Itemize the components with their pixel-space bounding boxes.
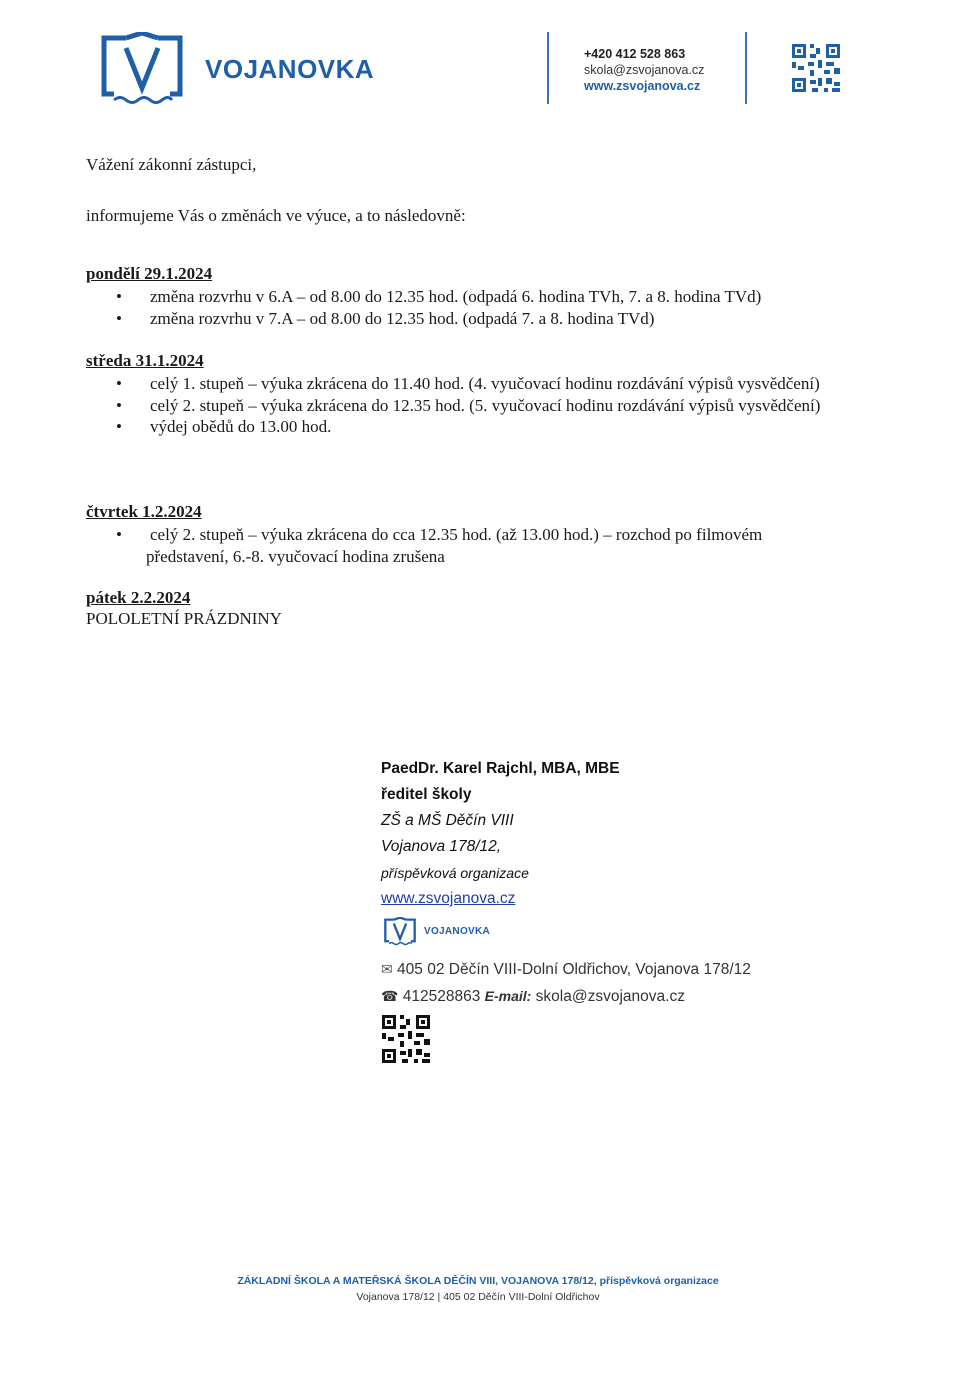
org-type: příspěvková organizace [381, 865, 529, 881]
contact-info [381, 956, 751, 1010]
bullet-list [86, 286, 846, 329]
list-item: • celý 1. stupeň – výuka zkrácena do 11.40 hod. (4. vyučovací hodinu rozdávání výpisů vysvědčení) [116, 374, 820, 393]
holiday-text: POLOLETNÍ PRÁZDNINY [86, 609, 282, 628]
school-name: ZŠ a MŠ Děčín VIII [381, 812, 514, 829]
list-item: • celý 2. stupeň – výuka zkrácena do 12.35 hod. (5. vyučovací hodinu rozdávání výpisů vysvědčení) [116, 395, 821, 415]
header-divider [547, 32, 549, 104]
list-item: • změna rozvrhu v 7.A – od 8.00 do 12.35 hod. (odpadá 7. a 8. hodina TVd) [116, 308, 655, 328]
qr-code-icon [382, 1015, 430, 1063]
vojanovka-logo-icon [98, 32, 186, 108]
header-email[interactable]: skola@zsvojanova.cz [584, 63, 705, 77]
phone-icon: ☎ [381, 988, 399, 1004]
phone-email-line: ☎ 412528863 E-mail: skola@zsvojanova.cz [381, 988, 685, 1005]
greeting: Vážení zákonní zástupci, [86, 155, 257, 174]
header-divider [745, 32, 747, 104]
envelope-icon: ✉ [381, 961, 393, 977]
signature-block [381, 758, 620, 914]
signer-name: PaedDr. Karel Rajchl, MBA, MBE [381, 760, 620, 777]
header-contact [584, 46, 704, 94]
intro-text: informujeme Vás o změnách ve výuce, a to následovně: [86, 206, 466, 225]
day-heading: středa 31.1.2024 [86, 351, 204, 370]
header-web[interactable]: www.zsvojanova.cz [584, 79, 701, 93]
signer-role: ředitel školy [381, 786, 472, 803]
header-phone: +420 412 528 863 [584, 47, 686, 61]
vojanovka-logo-icon [383, 917, 417, 947]
list-item: • změna rozvrhu v 6.A – od 8.00 do 12.35 hod. (odpadá 6. hodina TVh, 7. a 8. hodina TVd) [116, 287, 762, 306]
footer-school-name: ZÁKLADNÍ ŠKOLA A MATEŘSKÁ ŠKOLA DĚČÍN VIII, VOJANOVA 178/12, příspěvková organizace [237, 1275, 719, 1287]
address-line: ✉ 405 02 Děčín VIII-Dolní Oldřichov, Vojanova 178/12 [381, 961, 751, 978]
mini-brand-name: VOJANOVKA [424, 926, 491, 937]
bullet-list [86, 524, 846, 567]
school-street: Vojanova 178/12, [381, 838, 502, 855]
day-heading: pátek 2.2.2024 [86, 588, 191, 607]
list-item: • celý 2. stupeň – výuka zkrácena do cca 12.35 hod. (až 13.00 hod.) – rozchod po filmovém představení, 6.-8. vyučovací hodina zrušena [116, 525, 763, 566]
list-item: • výdej obědů do 13.00 hod. [116, 417, 332, 436]
day-heading: pondělí 29.1.2024 [86, 264, 213, 283]
brand-name: VOJANOVKA [205, 54, 375, 84]
footer-address: Vojanova 178/12 | 405 02 Děčín VIII-Dolní Oldřichov [356, 1291, 600, 1303]
signature-email[interactable]: skola@zsvojanova.cz [535, 988, 685, 1005]
signature-web-link[interactable]: www.zsvojanova.cz [381, 890, 516, 907]
bullet-list [86, 373, 846, 438]
day-heading: čtvrtek 1.2.2024 [86, 502, 202, 521]
qr-code-icon [792, 44, 840, 92]
